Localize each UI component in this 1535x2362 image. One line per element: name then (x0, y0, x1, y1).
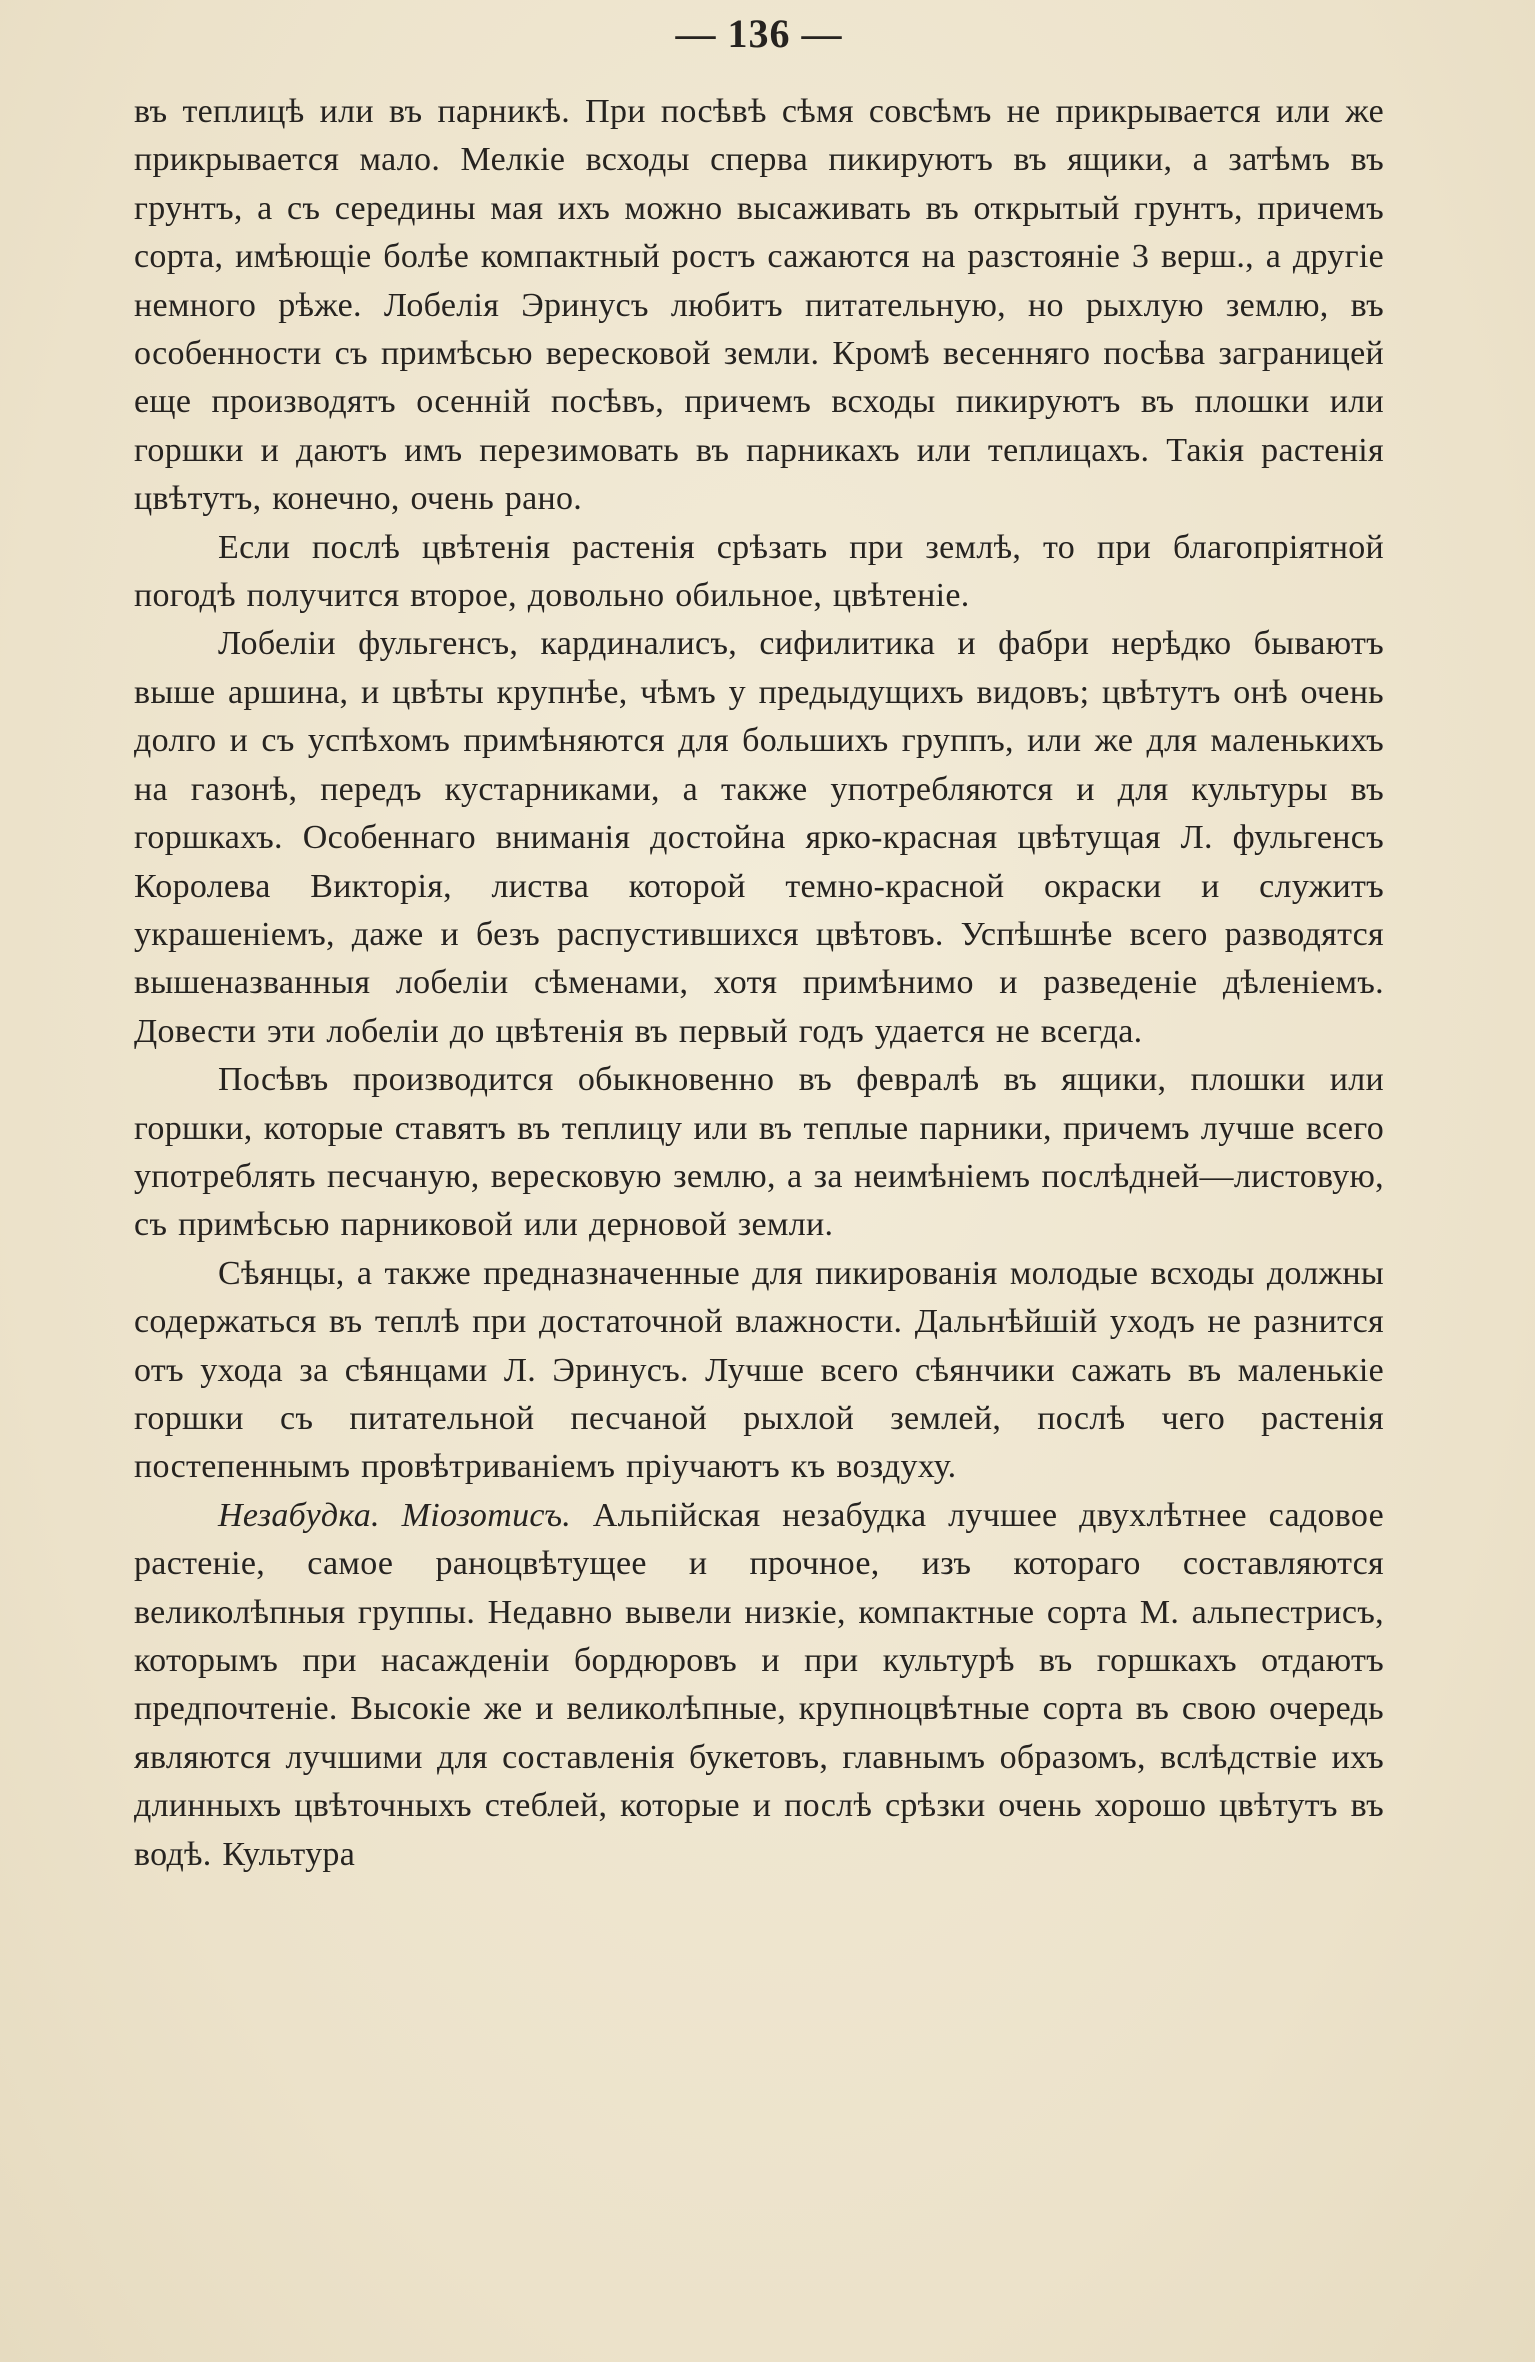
paragraph-text: Лобеліи фульгенсъ, кардиналисъ, сифилитика и фабри нерѣдко бываютъ выше аршина, и цвѣты крупнѣе, чѣмъ у предыдущихъ видовъ; цвѣтутъ онѣ очень долго и съ успѣхомъ примѣняются для большихъ группъ, или же для маленькихъ на газонѣ, передъ кустарниками, а также употребляются и для культуры въ горшкахъ. Особеннаго вниманія достойна ярко-красная цвѣтущая Л. фульгенсъ Королева Викторія, листва которой темно-красной окраски и служитъ украшеніемъ, даже и безъ распустившихся цвѣтовъ. Успѣшнѣе всего разводятся вышеназванныя лобеліи сѣменами, хотя примѣнимо и разведеніе дѣленіемъ. Довести эти лобеліи до цвѣтенія въ первый годъ удается не всегда. (134, 625, 1384, 1050)
paragraph-text: Альпійская незабудка лучшее двухлѣтнее садовое растеніе, самое раноцвѣтущее и прочное, изъ котораго составляются великолѣпныя группы. Недавно вывели низкіе, компактные сорта М. альпестрисъ, которымъ при насажденіи бордюровъ и при культурѣ въ горшкахъ отдаютъ предпочтеніе. Высокіе же и великолѣпные, крупноцвѣтные сорта въ свою очередь являются лучшими для составленія букетовъ, главнымъ образомъ, вслѣдствіе ихъ длинныхъ цвѣточныхъ стеблей, которые и послѣ срѣзки очень хорошо цвѣтутъ въ водѣ. Культура (134, 1496, 1384, 1873)
paragraph-4 (134, 1056, 1384, 1250)
paragraph-6 (134, 1492, 1384, 1879)
page-number: — 136 — (675, 11, 843, 56)
paragraph-text: Сѣянцы, а также предназначенные для пикированія молодые всходы должны содержаться въ теплѣ при достаточной влажности. Дальнѣйшій уходъ не разнится отъ ухода за сѣянцами Л. Эринусъ. Лучше всего сѣянчики сажать въ маленькіе горшки съ питательной песчаной рыхлой землей, послѣ чего растенія постепеннымъ провѣтриваніемъ пріучаютъ къ воздуху. (134, 1254, 1384, 1486)
paragraph-1 (134, 88, 1384, 524)
paragraph-5 (134, 1250, 1384, 1492)
book-page (134, 0, 1384, 1879)
section-heading-italic: Незабудка. Міозотисъ. (218, 1496, 572, 1534)
paragraph-text: Посѣвъ производится обыкновенно въ февралѣ въ ящики, плошки или горшки, которые ставятъ въ теплицу или въ теплые парники, причемъ лучше всего употреблять песчаную, вересковую землю, а за неимѣніемъ послѣдней—листовую, съ примѣсью парниковой или дерновой земли. (134, 1061, 1384, 1244)
paragraph-text: въ теплицѣ или въ парникѣ. При посѣвѣ сѣмя совсѣмъ не прикрывается или же прикрывается мало. Мелкіе всходы сперва пикируютъ въ ящики, а затѣмъ въ грунтъ, а съ середины мая ихъ можно высаживать въ открытый грунтъ, причемъ сорта, имѣющіе болѣе компактный ростъ сажаются на разстояніе 3 верш., а другіе немного рѣже. Лобелія Эринусъ любитъ питательную, но рыхлую землю, въ особенности съ примѣсью вересковой земли. Кромѣ весенняго посѣва заграницей еще производятъ осеннiй посѣвъ, причемъ всходы пикируютъ въ плошки или горшки и даютъ имъ перезимовать въ парникахъ или теплицахъ. Такія растенія цвѣтутъ, конечно, очень рано. (134, 93, 1384, 518)
paragraph-2 (134, 524, 1384, 621)
paragraph-text: Если послѣ цвѣтенія растенія срѣзать при землѣ, то при благопріятной погодѣ получится второе, довольно обильное, цвѣтеніе. (134, 528, 1384, 615)
paragraph-3 (134, 620, 1384, 1056)
